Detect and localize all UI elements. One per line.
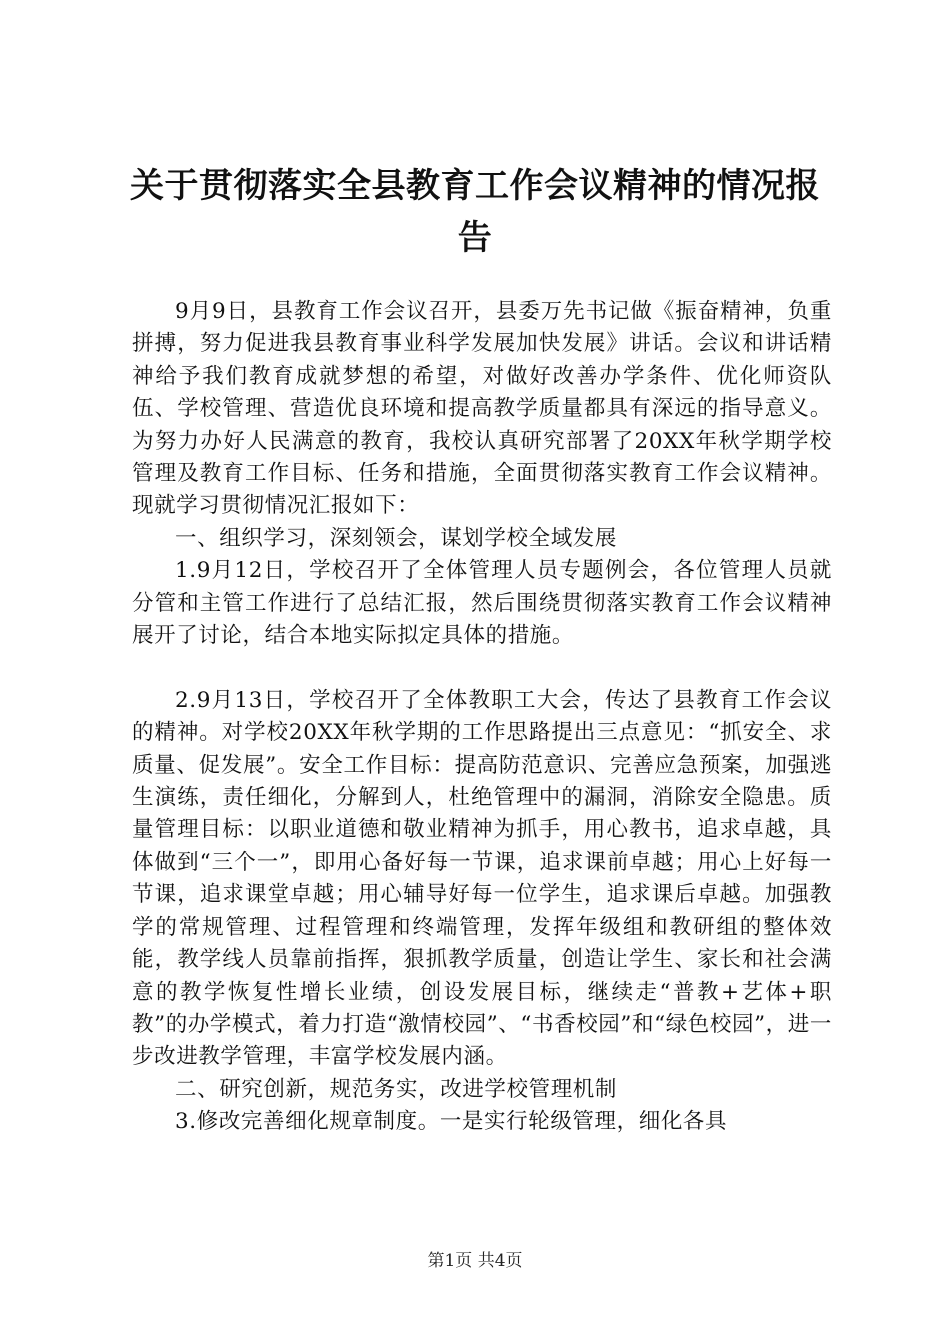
document-title: 关于贯彻落实全县教育工作会议精神的情况报告 (130, 166, 820, 258)
paragraph-item-1: 1.9月12日，学校召开了全体管理人员专题例会，各位管理人员就分管和主管工作进行了总结汇报，然后围绕贯彻落实教育工作会议精神展开了讨论，结合本地实际拟定具体的措施。 (132, 558, 832, 649)
paragraph-spacer (132, 652, 832, 684)
paragraph-intro: 9月9日，县教育工作会议召开，县委万先书记做《振奋精神，负重拼搏，努力促进我县教育事业科学发展加快发展》讲话。会议和讲话精神给予我们教育成就梦想的希望，对做好改善办学条件、优化师资队伍、学校管理、营造优良环境和提高教学质量都具有深远的指导意义。为努力办好人民满意的教育，我校认真研究部署了20XX年秋学期学校管理及教育工作目标、任务和措施，全面贯彻落实教育工作会议精神。现就学习贯彻情况汇报如下： (132, 299, 832, 519)
paragraph-item-3: 3.修改完善细化规章制度。一是实行轮级管理，细化各具 (175, 1109, 728, 1135)
section-heading-1: 一、组织学习，深刻领会，谋划学校全域发展 (175, 525, 618, 551)
section-heading-2: 二、研究创新，规范务实，改进学校管理机制 (175, 1076, 618, 1102)
document-body (132, 296, 832, 1139)
paragraph-item-2: 2.9月13日，学校召开了全体教职工大会，传达了县教育工作会议的精神。对学校20XX年秋学期的工作思路提出三点意见：“抓安全、求质量、促发展”。安全工作目标：提高防范意识、完善应急预案，加强逃生演练，责任细化，分解到人，杜绝管理中的漏洞，消除安全隐患。质量管理目标：以职业道德和敬业精神为抓手，用心教书，追求卓越，具体做到“三个一”，即用心备好每一节课，追求课前卓越；用心上好每一节课，追求课堂卓越；用心辅导好每一位学生，追求课后卓越。加强教学的常规管理、过程管理和终端管理，发挥年级组和教研组的整体效能，教学线人员靠前指挥，狠抓教学质量，创造让学生、家长和社会满意的教学恢复性增长业绩，创设发展目标，继续走“普教+艺体+职教”的办学模式，着力打造“激情校园”、“书香校园”和“绿色校园”，进一步改进教学管理，丰富学校发展内涵。 (132, 687, 832, 1070)
page-footer: 第1页 共4页 (427, 1251, 523, 1271)
